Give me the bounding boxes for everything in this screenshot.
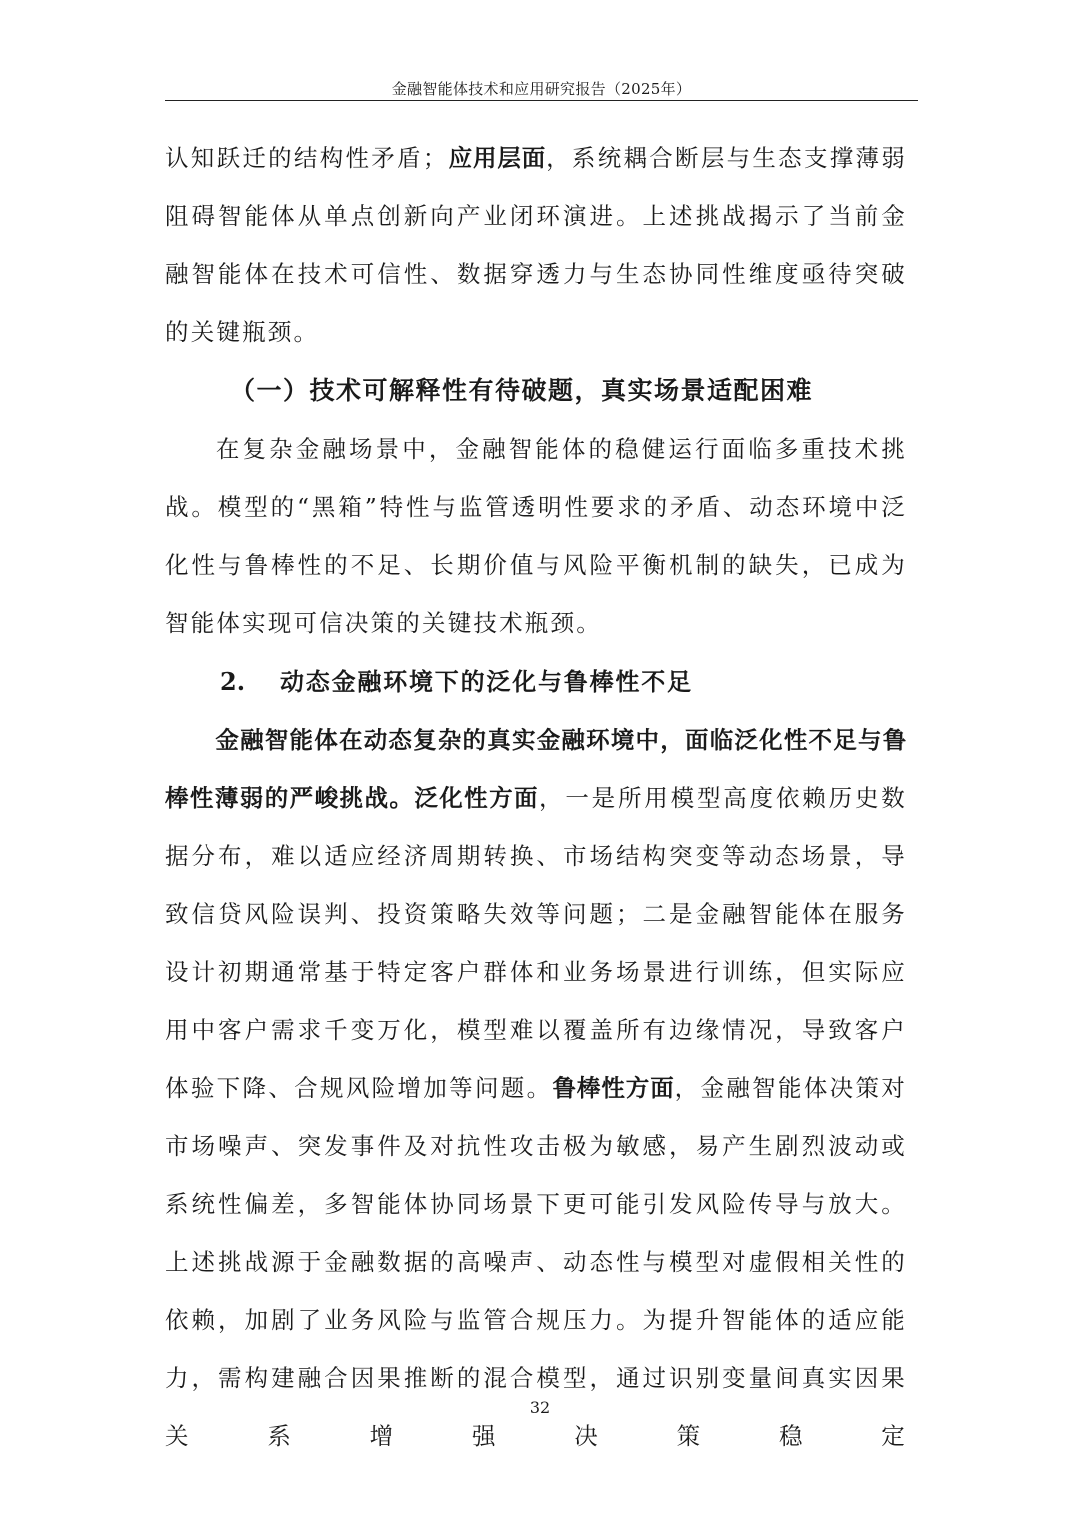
subsection-heading <box>220 653 693 711</box>
section-intro-paragraph <box>165 420 907 652</box>
body-bold-generalization: 金融智能体在动态复杂的真实金融环境中，面临泛化性不足与鲁棒性薄弱的严峻挑战。泛化性方面 <box>165 726 907 812</box>
intro-paragraph <box>165 129 907 361</box>
subsection-title: 动态金融环境下的泛化与鲁棒性不足 <box>280 667 693 696</box>
intro-text-1: 认知跃迁的结构性矛盾； <box>165 144 449 172</box>
body-paragraph <box>165 711 907 1465</box>
header-divider <box>165 100 918 101</box>
intro-text-2: ，系统耦合断层与生态支撑薄弱阻碍智能体从单点创新向产业闭环演进。上述挑战揭示了当前金融智能体在技术可信性、数据穿透力与生态协同性维度亟待突破的关键瓶颈。 <box>165 144 907 346</box>
page-number: 32 <box>529 1398 551 1417</box>
intro-bold-application: 应用层面 <box>448 144 547 172</box>
subsection-number: 2. <box>220 667 246 696</box>
section-title: （一）技术可解释性有待破题，真实场景适配困难 <box>230 376 814 405</box>
body-bold-robustness: 鲁棒性方面 <box>552 1074 675 1102</box>
page-header-title: 金融智能体技术和应用研究报告（2025年） <box>391 80 692 98</box>
section-intro-text: 在复杂金融场景中，金融智能体的稳健运行面临多重技术挑战。模型的“黑箱”特性与监管透明性要求的矛盾、动态环境中泛化性与鲁棒性的不足、长期价值与风险平衡机制的缺失，已成为智能体实现可信决策的关键技术瓶颈。 <box>165 435 907 637</box>
body-text-2: ，金融智能体决策对市场噪声、突发事件及对抗性攻击极为敏感，易产生剧烈波动或系统性偏差，多智能体协同场景下更可能引发风险传导与放大。上述挑战源于金融数据的高噪声、动态性与模型对虚假相关性的依赖，加剧了业务风险与监管合规压力。为提升智能体的适应能力，需构建融合因果推断的混合模型，通过识别变量间真实因果关系增强决策稳定 <box>165 1074 908 1450</box>
body-text-1: ，一是所用模型高度依赖历史数据分布，难以适应经济周期转换、市场结构突变等动态场景，导致信贷风险误判、投资策略失效等问题；二是金融智能体在服务设计初期通常基于特定客户群体和业务场景进行训练，但实际应用中客户需求千变万化，模型难以覆盖所有边缘情况，导致客户体验下降、合规风险增加等问题。 <box>165 784 907 1102</box>
